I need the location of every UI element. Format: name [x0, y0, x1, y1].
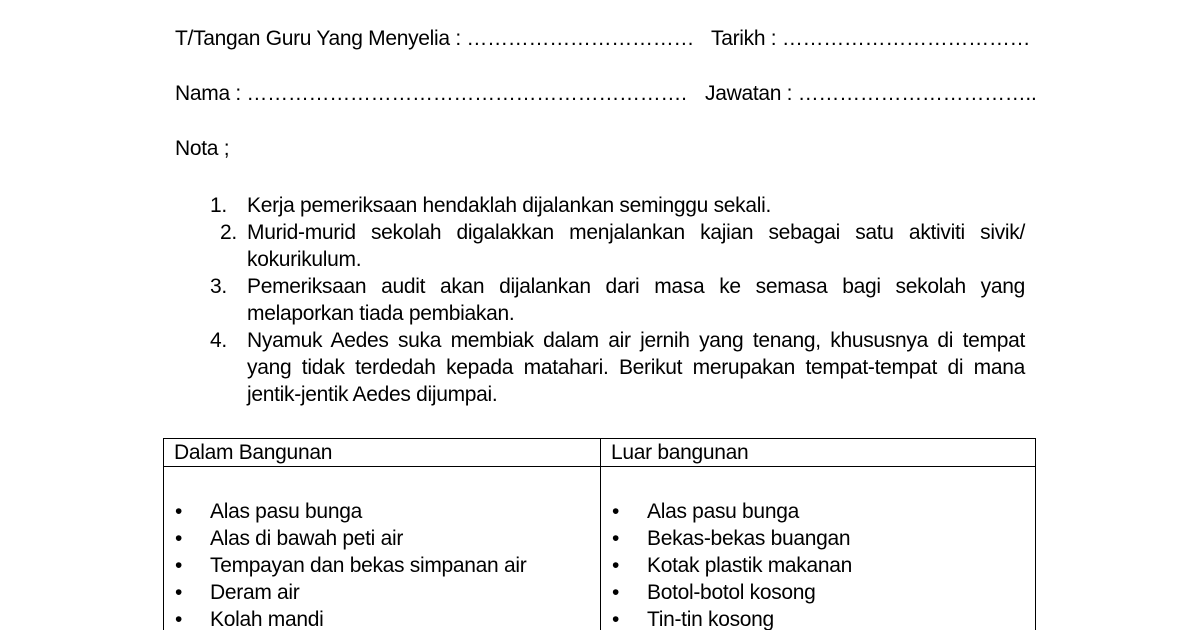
bullet-icon: •: [175, 500, 183, 523]
note-number: 2.: [220, 221, 237, 244]
indoor-column: [164, 439, 601, 630]
note-item: [175, 327, 1025, 408]
outdoor-column-header: Luar bangunan: [601, 439, 1035, 467]
position-field: Jawatan : ……………………………..: [705, 82, 1037, 105]
indoor-list: [164, 498, 526, 630]
note-text: Murid-murid sekolah digalakkan menjalankan kajian sebagai satu aktiviti sivik/ kokurikulum.: [247, 221, 1025, 271]
bullet-icon: •: [612, 527, 620, 550]
list-item: • Deram air: [175, 581, 300, 604]
list-item: • Tin-tin kosong: [601, 606, 852, 630]
supervisor-signature-field: T/Tangan Guru Yang Menyelia : ……………………………: [175, 27, 695, 50]
note-text: Nyamuk Aedes suka membiak dalam air jernih yang tenang, khususnya di tempat yang tidak terdedah kepada matahari. Berikut merupakan tempat-tempat di mana jentik-jentik Aedes dijumpai.: [247, 329, 1025, 406]
bullet-icon: •: [612, 608, 620, 630]
outdoor-list: [601, 498, 852, 630]
list-item: • Alas pasu bunga: [612, 500, 799, 523]
date-field: Tarikh : ………………………………: [711, 27, 1031, 50]
list-item: • Bekas-bekas buangan: [612, 527, 851, 550]
note-number: 1.: [210, 194, 227, 217]
bullet-icon: •: [175, 608, 183, 630]
note-item: [175, 219, 1025, 273]
note-number: 4.: [210, 329, 227, 352]
bullet-icon: •: [175, 581, 183, 604]
note-title: Nota ;: [175, 137, 230, 160]
bullet-icon: •: [612, 554, 620, 577]
note-item: [175, 273, 1025, 327]
note-item: [175, 192, 1025, 219]
bullet-icon: •: [175, 554, 183, 577]
bullet-icon: •: [612, 581, 620, 604]
name-field: Nama : ……………………………………………………….: [175, 82, 687, 105]
note-text: Kerja pemeriksaan hendaklah dijalankan seminggu sekali.: [247, 194, 771, 217]
list-item: • Kolah mandi: [164, 606, 526, 630]
list-item: • Tempayan dan bekas simpanan air: [175, 554, 527, 577]
list-item: • Kotak plastik makanan: [612, 554, 852, 577]
breeding-sites-table: [163, 438, 1036, 630]
bullet-icon: •: [612, 500, 620, 523]
list-item: • Alas pasu bunga: [175, 500, 362, 523]
bullet-icon: •: [175, 527, 183, 550]
note-number: 3.: [210, 275, 227, 298]
note-text: Pemeriksaan audit akan dijalankan dari masa ke semasa bagi sekolah yang melaporkan tiada pembiakan.: [247, 275, 1025, 325]
list-item: • Alas di bawah peti air: [175, 527, 404, 550]
indoor-column-header: Dalam Bangunan: [164, 439, 600, 467]
outdoor-column: [601, 439, 1035, 630]
notes-list: [175, 192, 1025, 408]
list-item: • Botol-botol kosong: [612, 581, 816, 604]
